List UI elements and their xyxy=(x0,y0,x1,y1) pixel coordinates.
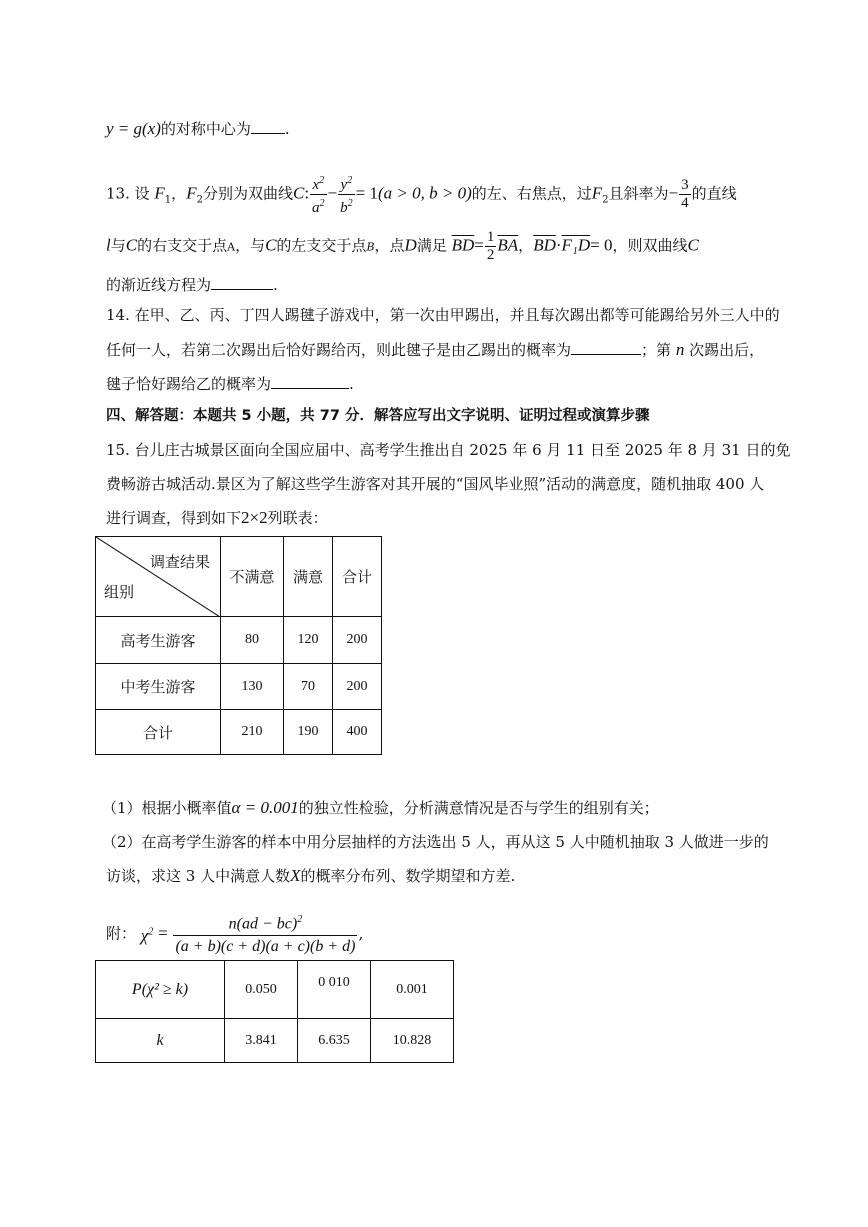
q14-line2 xyxy=(106,338,764,360)
a-var: a xyxy=(312,200,320,216)
minus: − xyxy=(327,183,338,203)
appendix-label: 附： xyxy=(106,924,137,943)
table-cell: 70 xyxy=(284,664,333,710)
q13-text-6: ，与 xyxy=(235,236,266,255)
corner-bottom-label: 组别 xyxy=(104,583,135,601)
n-var: n xyxy=(675,340,685,359)
table-cell: 10.828 xyxy=(371,1019,454,1063)
q13-text-8: ，点 xyxy=(374,236,405,255)
q15-part2-line2 xyxy=(106,866,515,886)
table-cell: 6.635 xyxy=(298,1019,371,1063)
part2-text-b: 访谈，求这 3 人中满意人数 xyxy=(106,867,291,885)
q13-line1 xyxy=(106,172,737,217)
q15-line1: 15. 台儿庄古城景区面向全国应届中、高考学生推出自 2025 年 6 月 11 日至 2025 年 8 月 31 日的免 xyxy=(106,441,791,459)
comma: , xyxy=(358,924,364,943)
exp: 2 xyxy=(148,925,154,937)
corner-top-label: 调查结果 xyxy=(149,553,210,571)
part1-text-a: （1）根据小概率值 xyxy=(102,799,232,817)
table-row xyxy=(96,1019,454,1063)
table-cell: 120 xyxy=(284,617,333,664)
row-label: 高考生游客 xyxy=(96,617,221,664)
equals-one: = 1 xyxy=(355,183,378,203)
f2: F xyxy=(591,183,603,203)
q13-text-2: 且斜率为 xyxy=(608,184,669,203)
q15-part2-line1: （2）在高考学生游客的样本中用分层抽样的方法选出 5 人，再从这 5 人中随机抽取 3 人做进一步的 xyxy=(102,833,769,851)
exp: 2 xyxy=(319,198,325,209)
q13-text-1: 的左、右焦点，过 xyxy=(471,184,592,203)
slope-den: 4 xyxy=(681,195,689,211)
chi: χ xyxy=(140,925,149,945)
table-cell: 3.841 xyxy=(225,1019,298,1063)
condition: (a > 0, b > 0) xyxy=(377,183,472,203)
point-a: A xyxy=(227,240,236,254)
table-cell: 0.050 xyxy=(225,961,298,1019)
equals: = xyxy=(474,235,484,255)
equals: = xyxy=(158,923,168,943)
answer-blank xyxy=(271,372,349,389)
q15-part1 xyxy=(102,798,659,818)
table-cell: 210 xyxy=(221,710,284,755)
table-cell: 0 010 xyxy=(298,961,371,1019)
q13-text-fenbie: 分别为双曲线 xyxy=(202,184,293,203)
vector-bd: $\overline{BD}$ xyxy=(451,235,475,255)
half-den: 2 xyxy=(486,247,495,263)
q13-text-4: 与 xyxy=(110,236,126,255)
q15-text-3b: 列联表： xyxy=(267,509,328,527)
row-label: 合计 xyxy=(96,710,221,755)
exp: 2 xyxy=(319,175,325,186)
symmetry-text: 的对称中心为 xyxy=(160,120,251,138)
q15-text-3a: 进行调查，得到如下 xyxy=(106,509,242,527)
row-label: 中考生游客 xyxy=(96,664,221,710)
dot: · xyxy=(555,235,562,255)
appendix-formula xyxy=(106,909,363,958)
chi-square-fraction xyxy=(173,909,357,958)
table-cell: 200 xyxy=(333,664,382,710)
sep: ， xyxy=(171,184,187,203)
comma: ， xyxy=(518,236,534,255)
vector-bd: $\overline{BD}$ xyxy=(533,235,556,255)
q14-text-3a: 毽子恰好踢给乙的概率为 xyxy=(106,375,272,393)
period: . xyxy=(284,120,290,138)
exp: 2 xyxy=(347,198,353,209)
table-row xyxy=(96,961,454,1019)
q13-line2 xyxy=(106,229,699,264)
minus: − xyxy=(668,183,679,203)
y-var: y xyxy=(340,177,348,193)
header-cell: 合计 xyxy=(333,537,382,617)
formula-denominator: (a + b)(c + d)(a + c)(b + d) xyxy=(175,938,356,956)
q14-text-2c: 次踢出后， xyxy=(689,341,765,359)
curve-c: C xyxy=(687,235,699,255)
table-cell: 0.001 xyxy=(371,961,454,1019)
row-label: P(χ² ≥ k) xyxy=(96,961,225,1019)
q13-text-11: 的渐近线方程为 xyxy=(106,276,212,294)
corner-cell xyxy=(96,537,221,617)
exp: 2 xyxy=(347,175,353,186)
f2-sub: 2 xyxy=(196,194,203,206)
q13-text-5: 的右支交于点 xyxy=(137,236,228,255)
x-var: x xyxy=(312,177,320,193)
two-by-two: 2×2 xyxy=(241,508,268,527)
num-text: n(ad − bc) xyxy=(228,915,298,933)
formula-numerator xyxy=(173,909,357,936)
equals-zero: = 0 xyxy=(590,235,613,255)
header-cell: 满意 xyxy=(284,537,333,617)
vector-f1d: F₁D xyxy=(561,235,591,255)
critical-value-table xyxy=(95,960,454,1063)
point-d: D xyxy=(404,235,417,255)
period: . xyxy=(349,375,354,393)
q15-line3 xyxy=(106,508,328,528)
curve-c: C xyxy=(265,235,277,255)
point-b: B xyxy=(366,240,375,254)
answer-blank xyxy=(571,338,641,355)
answer-blank xyxy=(251,117,285,134)
curve-c: C xyxy=(292,183,305,203)
f2: F xyxy=(186,183,197,203)
line-symmetry-center xyxy=(106,117,290,139)
table-cell: 130 xyxy=(221,664,284,710)
f2-sub: 2 xyxy=(602,194,609,206)
alpha-value: α = 0.001 xyxy=(231,798,299,817)
slope-num: 3 xyxy=(681,177,689,193)
x-var: X xyxy=(290,866,301,885)
row-label: k xyxy=(96,1019,225,1063)
exp: 2 xyxy=(297,914,303,925)
q14-line3 xyxy=(106,372,354,394)
colon: : xyxy=(304,183,310,203)
fraction-x2-a2 xyxy=(310,172,327,217)
fraction-half xyxy=(485,229,497,264)
q13-line3 xyxy=(106,273,278,295)
contingency-table xyxy=(95,536,382,755)
q13-text-7: 的左支交于点 xyxy=(276,236,367,255)
section-heading: 四、解答题：本题共 5 小题，共 77 分．解答应写出文字说明、证明过程或演算步骤 xyxy=(106,408,650,424)
part1-text-b: 的独立性检验，分析满意情况是否与学生的组别有关； xyxy=(298,799,659,817)
table-row xyxy=(96,710,382,755)
q15-line2: 费畅游古城活动.景区为了解这些学生游客对其开展的“国风毕业照”活动的满意度，随机抽取 400 人 xyxy=(106,475,765,493)
q14-line1: 14. 在甲、乙、丙、丁四人踢毽子游戏中，第一次由甲踢出，并且每次踢出都等可能踢给另外三人中的 xyxy=(106,306,780,324)
curve-c: C xyxy=(125,235,138,255)
table-header-row xyxy=(96,537,382,617)
table-cell: 400 xyxy=(333,710,382,755)
q13-text-10: ，则双曲线 xyxy=(612,236,688,255)
q14-text-2b: ；第 xyxy=(641,341,672,359)
part2-text-c: 的概率分布列、数学期望和方差. xyxy=(300,867,516,885)
answer-blank xyxy=(211,273,273,290)
period: . xyxy=(273,276,278,294)
fraction-slope xyxy=(679,177,691,212)
table-row xyxy=(96,617,382,664)
q13-number: 13. 设 xyxy=(106,184,150,203)
b-var: b xyxy=(340,200,348,216)
q13-text-9: 满足 xyxy=(416,236,447,255)
half-num: 1 xyxy=(486,229,495,245)
vector-ba: $\overline{BA}$ xyxy=(497,235,519,255)
table-row xyxy=(96,664,382,710)
f1-sub: 1 xyxy=(164,194,172,206)
chi-symbol xyxy=(141,926,153,945)
fraction-y2-b2 xyxy=(338,172,355,217)
function-expr: y = g(x) xyxy=(106,119,161,138)
table-cell: 80 xyxy=(221,617,284,664)
table-cell: 190 xyxy=(284,710,333,755)
diagonal-line xyxy=(96,537,220,617)
q13-text-3: 的直线 xyxy=(691,184,737,203)
f1: F xyxy=(154,183,165,203)
line-l: l xyxy=(106,235,111,255)
q14-text-2a: 任何一人，若第二次踢出后恰好踢给丙，则此毽子是由乙踢出的概率为 xyxy=(106,341,572,359)
table-cell: 200 xyxy=(333,617,382,664)
header-cell: 不满意 xyxy=(221,537,284,617)
